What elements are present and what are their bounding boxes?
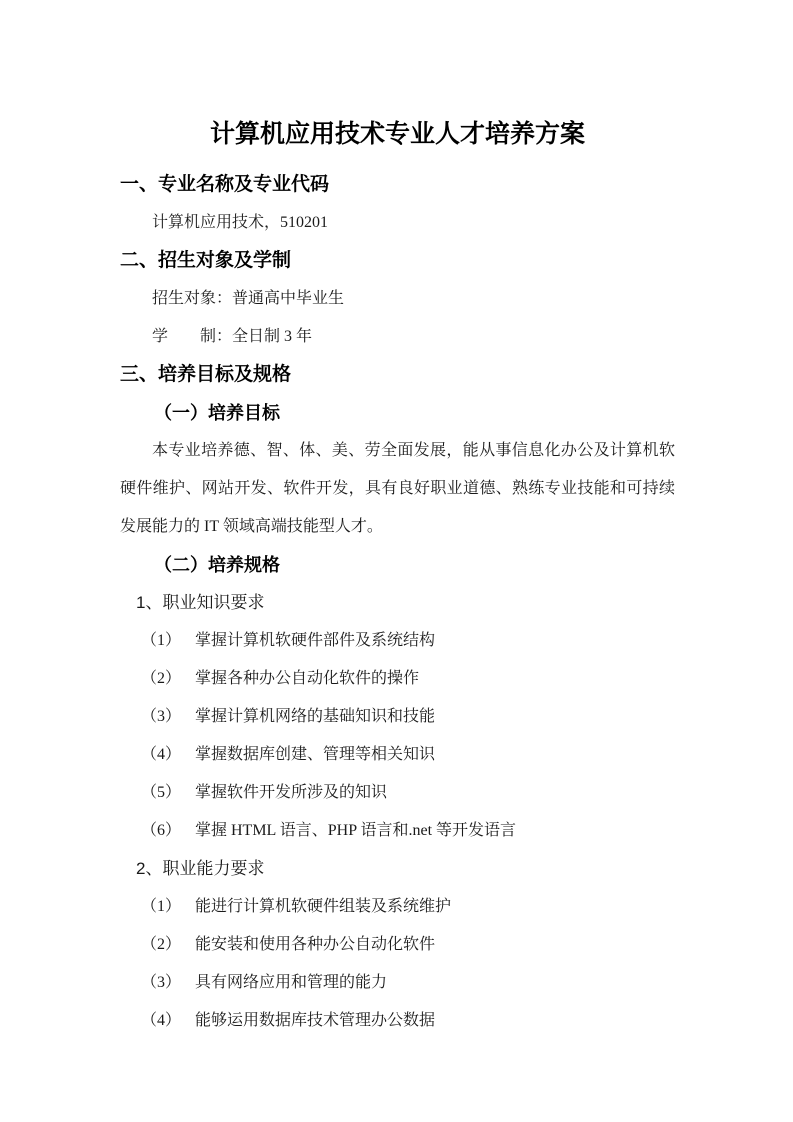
list-item-text: 能安装和使用各种办公自动化软件 <box>195 936 436 953</box>
list-item-text: 掌握计算机软硬件部件及系统结构 <box>195 632 436 649</box>
document-title: 计算机应用技术专业人才培养方案 <box>209 120 585 148</box>
list-item <box>120 698 675 736</box>
list-item-number: （3） <box>141 974 182 991</box>
list-item-number: （2） <box>141 670 182 687</box>
list-item-number: （5） <box>141 784 182 801</box>
section-1-body: 计算机应用技术，510201 <box>152 214 329 231</box>
list-item-number: （3） <box>141 708 182 725</box>
subsection-1-heading: （一）培养目标 <box>154 403 280 423</box>
list-item-number: （4） <box>141 746 182 763</box>
list-item-text: 具有网络应用和管理的能力 <box>195 974 388 991</box>
list-item <box>120 660 675 698</box>
list-item-number: （4） <box>141 1012 182 1029</box>
list-item-number: （1） <box>141 898 182 915</box>
list-item-text: 掌握软件开发所涉及的知识 <box>195 784 388 801</box>
list-item <box>120 622 675 660</box>
list-item-text: 掌握各种办公自动化软件的操作 <box>195 670 420 687</box>
subsection-2-heading: （二）培养规格 <box>154 555 280 575</box>
list-item-number: （1） <box>141 632 182 649</box>
list-item-text: 能够运用数据库技术管理办公数据 <box>195 1012 436 1029</box>
training-objective-paragraph: 本专业培养德、智、体、美、劳全面发展，能从事信息化办公及计算机软硬件维护、网站开发、软件开发，具有良好职业道德、熟练专业技能和可持续发展能力的 IT 领域高端技能型人才。 <box>120 442 675 535</box>
list-item <box>120 1002 675 1040</box>
list-item-text: 掌握数据库创建、管理等相关知识 <box>195 746 436 763</box>
enrollment-target-line: 招生对象：普通高中毕业生 <box>152 290 345 307</box>
schooling-duration-line: 学 制：全日制 3 年 <box>152 328 313 345</box>
list-item-number: （6） <box>141 822 182 839</box>
list-item <box>120 926 675 964</box>
section-2-heading: 二、招生对象及学制 <box>120 250 292 271</box>
list-item <box>120 736 675 774</box>
list-item-text: 掌握 HTML 语言、PHP 语言和.net 等开发语言 <box>195 822 517 839</box>
list-item <box>120 774 675 812</box>
list-item <box>120 812 675 850</box>
ability-requirements-heading: 2、职业能力要求 <box>136 859 265 878</box>
list-item <box>120 964 675 1002</box>
list-item-text: 能进行计算机软硬件组装及系统维护 <box>195 898 452 915</box>
knowledge-requirements-heading: 1、职业知识要求 <box>136 593 265 612</box>
list-item <box>120 888 675 926</box>
section-3-heading: 三、培养目标及规格 <box>120 364 292 385</box>
list-item-number: （2） <box>141 936 182 953</box>
section-1-heading: 一、专业名称及专业代码 <box>120 174 330 195</box>
list-item-text: 掌握计算机网络的基础知识和技能 <box>195 708 436 725</box>
